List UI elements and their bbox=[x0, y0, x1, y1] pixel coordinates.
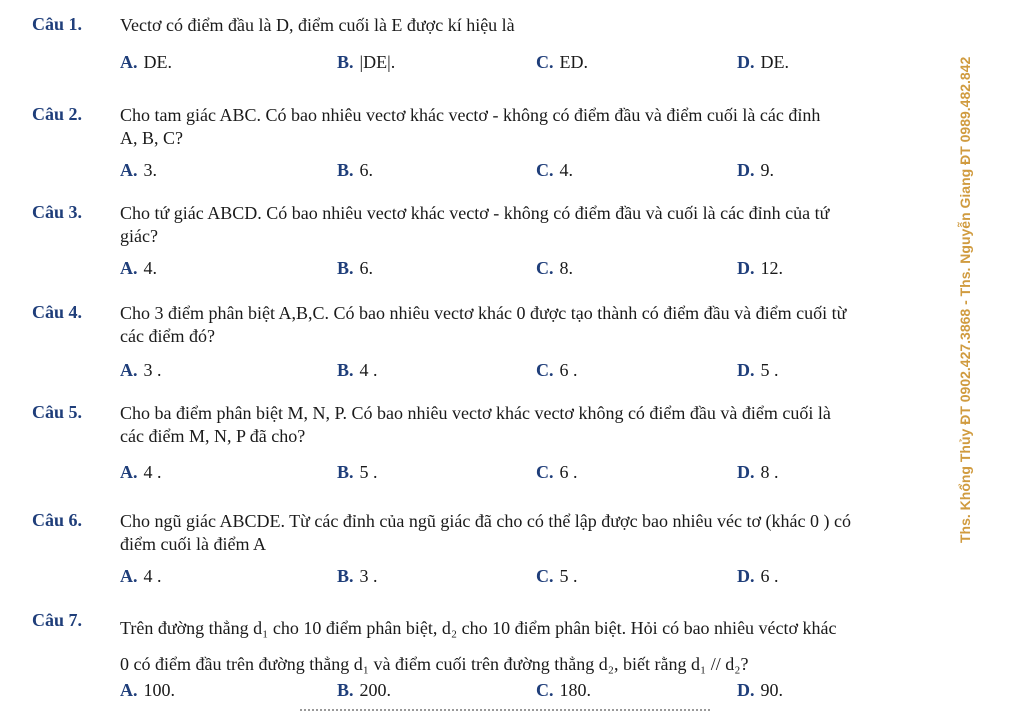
question-1-stem: Vectơ có điểm đầu là D, điểm cuối là E được kí hiệu là bbox=[120, 15, 515, 35]
question-4-option-c: C. 6 . bbox=[536, 360, 578, 380]
question-7-option-c: C. 180. bbox=[536, 680, 591, 700]
question-5-option-a: A. 4 . bbox=[120, 462, 162, 482]
question-2-option-d: D. 9. bbox=[737, 160, 774, 180]
question-2-option-b: B. 6. bbox=[337, 160, 374, 180]
question-4-option-d: D. 5 . bbox=[737, 360, 779, 380]
question-2-label: Câu 2. bbox=[32, 104, 83, 124]
question-4-label: Câu 4. bbox=[32, 302, 83, 322]
question-2-option-c: C. 4. bbox=[536, 160, 573, 180]
question-5-option-d: D. 8 . bbox=[737, 462, 779, 482]
question-2-option-a: A. 3. bbox=[120, 160, 157, 180]
question-5-stem: Cho ba điểm phân biệt M, N, P. Có bao nhiêu vectơ khác vectơ không có điểm đầu và điểm cuối là các điểm M, N, P đã cho? bbox=[120, 403, 831, 446]
question-7-option-d: D. 90. bbox=[737, 680, 783, 700]
question-3-option-a: A. 4. bbox=[120, 258, 157, 278]
question-3-stem: Cho tứ giác ABCD. Có bao nhiêu vectơ khác vectơ - không có điểm đầu và cuối là các đỉnh của tứ giác? bbox=[120, 203, 830, 246]
question-4-stem: Cho 3 điểm phân biệt A,B,C. Có bao nhiêu vectơ khác 0 được tạo thành có điểm đầu và điểm cuối từ các điểm đó? bbox=[120, 303, 847, 346]
question-3-option-c: C. 8. bbox=[536, 258, 573, 278]
question-3-option-b: B. 6. bbox=[337, 258, 374, 278]
question-6-option-d: D. 6 . bbox=[737, 566, 779, 586]
watermark: Ths. Khổng Thủy ĐT 0902.427.3868 - Ths. Nguyễn Giang ĐT 0989.482.842 bbox=[957, 56, 973, 544]
question-6-option-b: B. 3 . bbox=[337, 566, 378, 586]
question-1-option-a: A. DE. bbox=[120, 52, 172, 72]
question-4-option-a: A. 3 . bbox=[120, 360, 162, 380]
question-4-option-b: B. 4 . bbox=[337, 360, 378, 380]
cut-off-text-line bbox=[300, 709, 710, 711]
question-1-option-c: C. ED. bbox=[536, 52, 588, 72]
question-6-label: Câu 6. bbox=[32, 510, 83, 530]
question-5-option-b: B. 5 . bbox=[337, 462, 378, 482]
question-7-option-b: B. 200. bbox=[337, 680, 392, 700]
question-5-option-c: C. 6 . bbox=[536, 462, 578, 482]
question-2-stem: Cho tam giác ABC. Có bao nhiêu vectơ khác vectơ - không có điểm đầu và điểm cuối là các đỉnh A, B, C? bbox=[120, 105, 821, 148]
question-1-label: Câu 1. bbox=[32, 14, 83, 34]
question-6-option-a: A. 4 . bbox=[120, 566, 162, 586]
question-7-label: Câu 7. bbox=[32, 610, 83, 630]
question-6-stem: Cho ngũ giác ABCDE. Từ các đỉnh của ngũ giác đã cho có thể lập được bao nhiêu véc tơ (khác 0 ) có điểm cuối là điểm A bbox=[120, 511, 851, 554]
question-1-option-b: B. |DE|. bbox=[337, 52, 396, 72]
question-6-option-c: C. 5 . bbox=[536, 566, 578, 586]
question-1-option-d: D. DE. bbox=[737, 52, 789, 72]
question-5-label: Câu 5. bbox=[32, 402, 83, 422]
question-3-option-d: D. 12. bbox=[737, 258, 783, 278]
question-3-label: Câu 3. bbox=[32, 202, 83, 222]
question-7-option-a: A. 100. bbox=[120, 680, 175, 700]
question-7-stem: Trên đường thẳng d₁ cho 10 điểm phân biệt, d₂ cho 10 điểm phân biệt. Hỏi có bao nhiêu véctơ khác 0 có điểm đầu trên đường thẳng d₁ và điểm cuối trên đường thẳng d₂, biết rằng d₁ // d₂? bbox=[120, 618, 837, 674]
